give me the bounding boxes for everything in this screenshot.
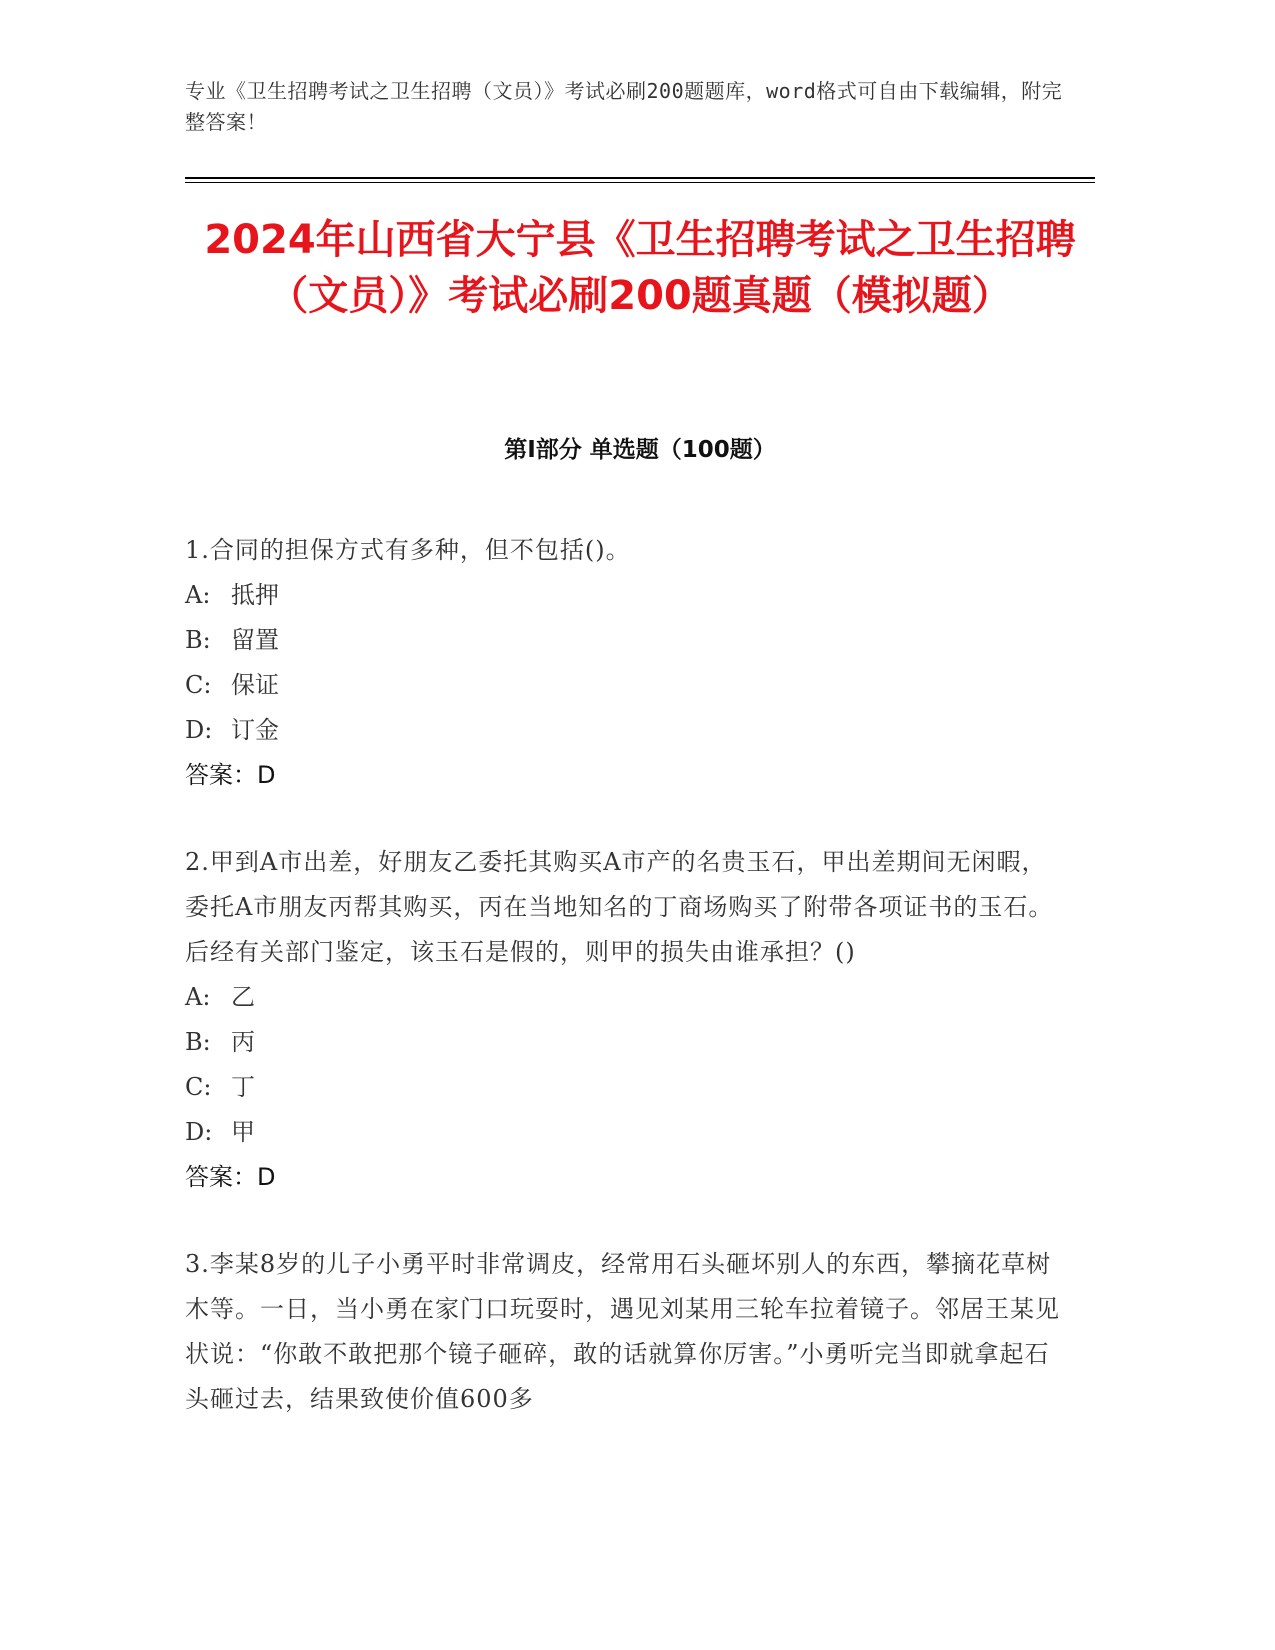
option-letter: C:	[185, 671, 212, 699]
option-text: 保证	[231, 671, 279, 699]
option-letter: A:	[185, 581, 211, 609]
option-text: 乙	[231, 983, 255, 1011]
section-title: 第I部分 单选题（100题）	[504, 437, 776, 463]
document-title: 2024年山西省大宁县《卫生招聘考试之卫生招聘（文员）》考试必刷200题真题（模拟题）	[204, 217, 1076, 319]
question-stem: 2.甲到A市出差，好朋友乙委托其购买A市产的名贵玉石，甲出差期间无闲暇，委托A市朋友丙帮其购买，丙在当地知名的丁商场购买了附带各项证书的玉石。后经有关部门鉴定，该玉石是假的，则甲的损失由谁承担？()	[185, 848, 1054, 966]
question-3	[185, 1242, 1065, 1422]
option-text: 抵押	[231, 581, 279, 609]
header-divider-thick	[185, 177, 1095, 179]
option-b	[185, 1020, 1065, 1065]
option-c	[185, 1065, 1065, 1110]
option-letter: D:	[185, 716, 213, 744]
option-b	[185, 618, 1065, 663]
option-text: 丙	[231, 1028, 255, 1056]
option-text: 甲	[231, 1118, 255, 1146]
questions-list	[185, 528, 1065, 1464]
header-divider-thin	[185, 182, 1095, 183]
answer: 答案：D	[185, 1163, 276, 1191]
option-d	[185, 708, 1065, 753]
option-text: 订金	[231, 716, 279, 744]
header-note: 专业《卫生招聘考试之卫生招聘（文员）》考试必刷200题题库，word格式可自由下载编辑，附完整答案！	[185, 79, 1063, 134]
option-letter: D:	[185, 1118, 213, 1146]
answer: 答案：D	[185, 761, 276, 789]
option-a	[185, 975, 1065, 1020]
option-text: 丁	[231, 1073, 255, 1101]
option-a	[185, 573, 1065, 618]
option-letter: B:	[185, 626, 211, 654]
option-d	[185, 1110, 1065, 1155]
option-letter: A:	[185, 983, 211, 1011]
question-2	[185, 840, 1065, 1200]
option-text: 留置	[231, 626, 279, 654]
question-stem: 3.李某8岁的儿子小勇平时非常调皮，经常用石头砸坏别人的东西，攀摘花草树木等。一日，当小勇在家门口玩耍时，遇见刘某用三轮车拉着镜子。邻居王某见状说：“你敢不敢把那个镜子砸碎，敢的话就算你厉害。”小勇听完当即就拿起石头砸过去，结果致使价值600多	[185, 1250, 1060, 1413]
question-1	[185, 528, 1065, 798]
option-c	[185, 663, 1065, 708]
question-stem: 1.合同的担保方式有多种，但不包括()。	[185, 536, 631, 564]
option-letter: C:	[185, 1073, 212, 1101]
option-letter: B:	[185, 1028, 211, 1056]
